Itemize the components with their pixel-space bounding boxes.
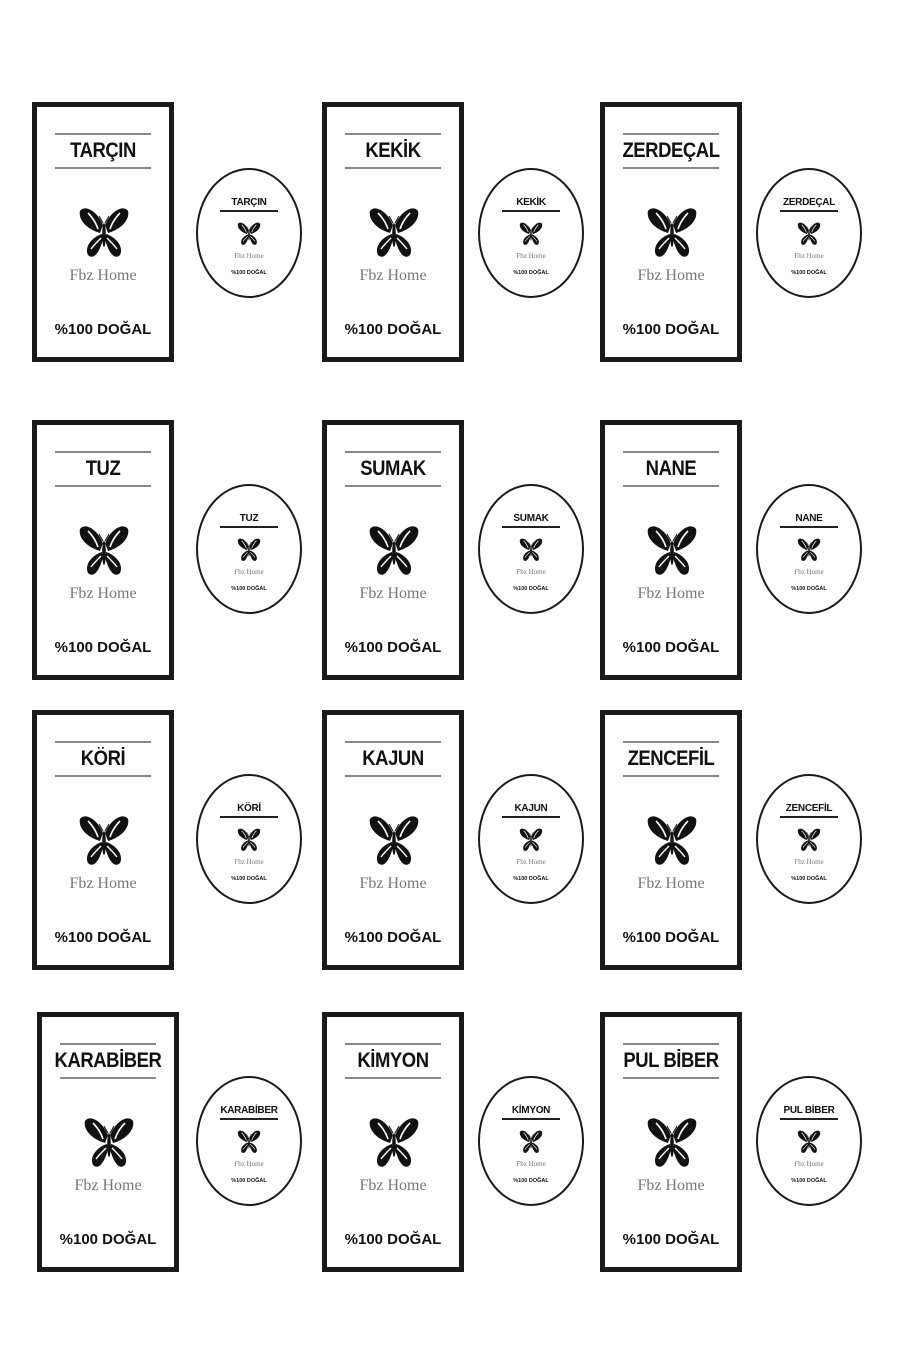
label-rule-bottom [623, 775, 719, 777]
oval-spice-name: ZERDEÇAL [782, 197, 836, 208]
oval-rule [220, 1118, 278, 1120]
label-rule-bottom [623, 1077, 719, 1079]
oval-rule [220, 210, 278, 212]
oval-brand-name: Fbz Home [516, 568, 546, 576]
spice-name: KARABİBER [54, 1049, 162, 1072]
brand-name: Fbz Home [637, 585, 705, 602]
butterfly-icon [78, 521, 130, 581]
butterfly-icon [519, 1128, 543, 1156]
oval-rule [502, 816, 560, 818]
oval-natural-text: %100 DOĞAL [791, 270, 827, 276]
rect-label [600, 102, 742, 362]
oval-natural-text: %100 DOĞAL [513, 876, 549, 882]
label-rule-bottom [623, 167, 719, 169]
natural-text: %100 DOĞAL [344, 321, 442, 338]
oval-spice-name: KİMYON [511, 1105, 551, 1116]
butterfly-icon [78, 203, 130, 263]
brand-name: Fbz Home [69, 585, 137, 602]
rect-label [600, 710, 742, 970]
butterfly-icon [519, 536, 543, 564]
rect-label [32, 102, 174, 362]
oval-natural-text: %100 DOĞAL [513, 270, 549, 276]
oval-spice-name: KEKİK [516, 197, 546, 208]
label-rule-bottom [60, 1077, 156, 1079]
label-rule-top [55, 741, 151, 743]
butterfly-icon [368, 811, 420, 871]
oval-rule [780, 526, 838, 528]
brand-name: Fbz Home [637, 1177, 705, 1194]
oval-rule [502, 1118, 560, 1120]
oval-rule [220, 526, 278, 528]
spice-name: ZERDEÇAL [622, 139, 720, 162]
oval-brand-name: Fbz Home [516, 1160, 546, 1168]
butterfly-icon [237, 826, 261, 854]
oval-rule [780, 210, 838, 212]
butterfly-icon [646, 203, 698, 263]
butterfly-icon [646, 521, 698, 581]
butterfly-icon [237, 1128, 261, 1156]
oval-natural-text: %100 DOĞAL [791, 1178, 827, 1184]
oval-label [478, 1076, 584, 1206]
butterfly-icon [646, 1113, 698, 1173]
oval-natural-text: %100 DOĞAL [791, 876, 827, 882]
natural-text: %100 DOĞAL [622, 1231, 720, 1248]
oval-natural-text: %100 DOĞAL [231, 1178, 267, 1184]
label-rule-top [623, 741, 719, 743]
spice-name: ZENCEFİL [627, 747, 715, 770]
natural-text: %100 DOĞAL [344, 639, 442, 656]
brand-name: Fbz Home [74, 1177, 142, 1194]
butterfly-icon [368, 203, 420, 263]
label-rule-top [345, 451, 441, 453]
oval-label [756, 774, 862, 904]
natural-text: %100 DOĞAL [344, 1231, 442, 1248]
oval-brand-name: Fbz Home [234, 858, 264, 866]
natural-text: %100 DOĞAL [622, 929, 720, 946]
oval-brand-name: Fbz Home [516, 252, 546, 260]
oval-label [196, 774, 302, 904]
natural-text: %100 DOĞAL [54, 639, 152, 656]
spice-name: SUMAK [360, 457, 426, 480]
butterfly-icon [519, 826, 543, 854]
spice-name: KAJUN [362, 747, 424, 770]
label-rule-bottom [345, 775, 441, 777]
oval-label [478, 774, 584, 904]
oval-spice-name: KAJUN [514, 803, 548, 814]
butterfly-icon [797, 220, 821, 248]
brand-name: Fbz Home [359, 1177, 427, 1194]
oval-label [478, 484, 584, 614]
oval-rule [220, 816, 278, 818]
oval-spice-name: TARÇIN [231, 197, 267, 208]
spice-name: KİMYON [357, 1049, 429, 1072]
label-rule-top [55, 451, 151, 453]
oval-natural-text: %100 DOĞAL [231, 876, 267, 882]
oval-spice-name: KARABİBER [220, 1105, 278, 1116]
butterfly-icon [646, 811, 698, 871]
butterfly-icon [519, 220, 543, 248]
butterfly-icon [797, 536, 821, 564]
natural-text: %100 DOĞAL [622, 639, 720, 656]
spice-name: NANE [645, 457, 697, 480]
oval-natural-text: %100 DOĞAL [231, 586, 267, 592]
oval-spice-name: PUL BİBER [783, 1105, 835, 1116]
brand-name: Fbz Home [69, 875, 137, 892]
oval-brand-name: Fbz Home [234, 252, 264, 260]
rect-label [322, 102, 464, 362]
label-rule-bottom [345, 485, 441, 487]
spice-name: PUL BİBER [623, 1049, 719, 1072]
label-rule-top [345, 741, 441, 743]
label-rule-top [60, 1043, 156, 1045]
label-rule-top [623, 1043, 719, 1045]
oval-spice-name: ZENCEFİL [785, 803, 833, 814]
label-rule-top [623, 133, 719, 135]
natural-text: %100 DOĞAL [54, 321, 152, 338]
oval-rule [502, 210, 560, 212]
oval-label [196, 168, 302, 298]
label-rule-bottom [55, 775, 151, 777]
oval-brand-name: Fbz Home [794, 568, 824, 576]
rect-label [322, 710, 464, 970]
label-rule-bottom [55, 167, 151, 169]
brand-name: Fbz Home [69, 267, 137, 284]
oval-brand-name: Fbz Home [794, 1160, 824, 1168]
label-rule-top [345, 1043, 441, 1045]
natural-text: %100 DOĞAL [344, 929, 442, 946]
brand-name: Fbz Home [637, 267, 705, 284]
spice-name: KEKİK [365, 139, 421, 162]
butterfly-icon [797, 1128, 821, 1156]
oval-spice-name: TUZ [239, 513, 259, 524]
spice-name: KÖRİ [80, 747, 126, 770]
oval-brand-name: Fbz Home [234, 1160, 264, 1168]
butterfly-icon [368, 521, 420, 581]
oval-brand-name: Fbz Home [794, 252, 824, 260]
butterfly-icon [83, 1113, 135, 1173]
label-rule-top [345, 133, 441, 135]
brand-name: Fbz Home [359, 267, 427, 284]
oval-rule [780, 816, 838, 818]
rect-label [600, 420, 742, 680]
butterfly-icon [78, 811, 130, 871]
rect-label [37, 1012, 179, 1272]
oval-brand-name: Fbz Home [794, 858, 824, 866]
butterfly-icon [237, 220, 261, 248]
oval-natural-text: %100 DOĞAL [791, 586, 827, 592]
spice-name: TUZ [85, 457, 121, 480]
oval-spice-name: NANE [795, 513, 823, 524]
oval-label [196, 1076, 302, 1206]
oval-rule [780, 1118, 838, 1120]
brand-name: Fbz Home [637, 875, 705, 892]
rect-label [32, 710, 174, 970]
oval-label [756, 168, 862, 298]
label-rule-bottom [623, 485, 719, 487]
butterfly-icon [368, 1113, 420, 1173]
rect-label [322, 1012, 464, 1272]
label-rule-top [55, 133, 151, 135]
rect-label [600, 1012, 742, 1272]
oval-label [756, 1076, 862, 1206]
butterfly-icon [797, 826, 821, 854]
brand-name: Fbz Home [359, 585, 427, 602]
label-rule-top [623, 451, 719, 453]
spice-name: TARÇIN [70, 139, 136, 162]
oval-spice-name: KÖRİ [237, 803, 261, 814]
oval-brand-name: Fbz Home [516, 858, 546, 866]
oval-label [196, 484, 302, 614]
oval-natural-text: %100 DOĞAL [513, 1178, 549, 1184]
oval-natural-text: %100 DOĞAL [513, 586, 549, 592]
brand-name: Fbz Home [359, 875, 427, 892]
natural-text: %100 DOĞAL [59, 1231, 157, 1248]
rect-label [32, 420, 174, 680]
label-rule-bottom [55, 485, 151, 487]
label-rule-bottom [345, 1077, 441, 1079]
rect-label [322, 420, 464, 680]
oval-label [756, 484, 862, 614]
oval-brand-name: Fbz Home [234, 568, 264, 576]
oval-natural-text: %100 DOĞAL [231, 270, 267, 276]
natural-text: %100 DOĞAL [54, 929, 152, 946]
oval-rule [502, 526, 560, 528]
label-rule-bottom [345, 167, 441, 169]
natural-text: %100 DOĞAL [622, 321, 720, 338]
oval-spice-name: SUMAK [513, 513, 549, 524]
butterfly-icon [237, 536, 261, 564]
oval-label [478, 168, 584, 298]
